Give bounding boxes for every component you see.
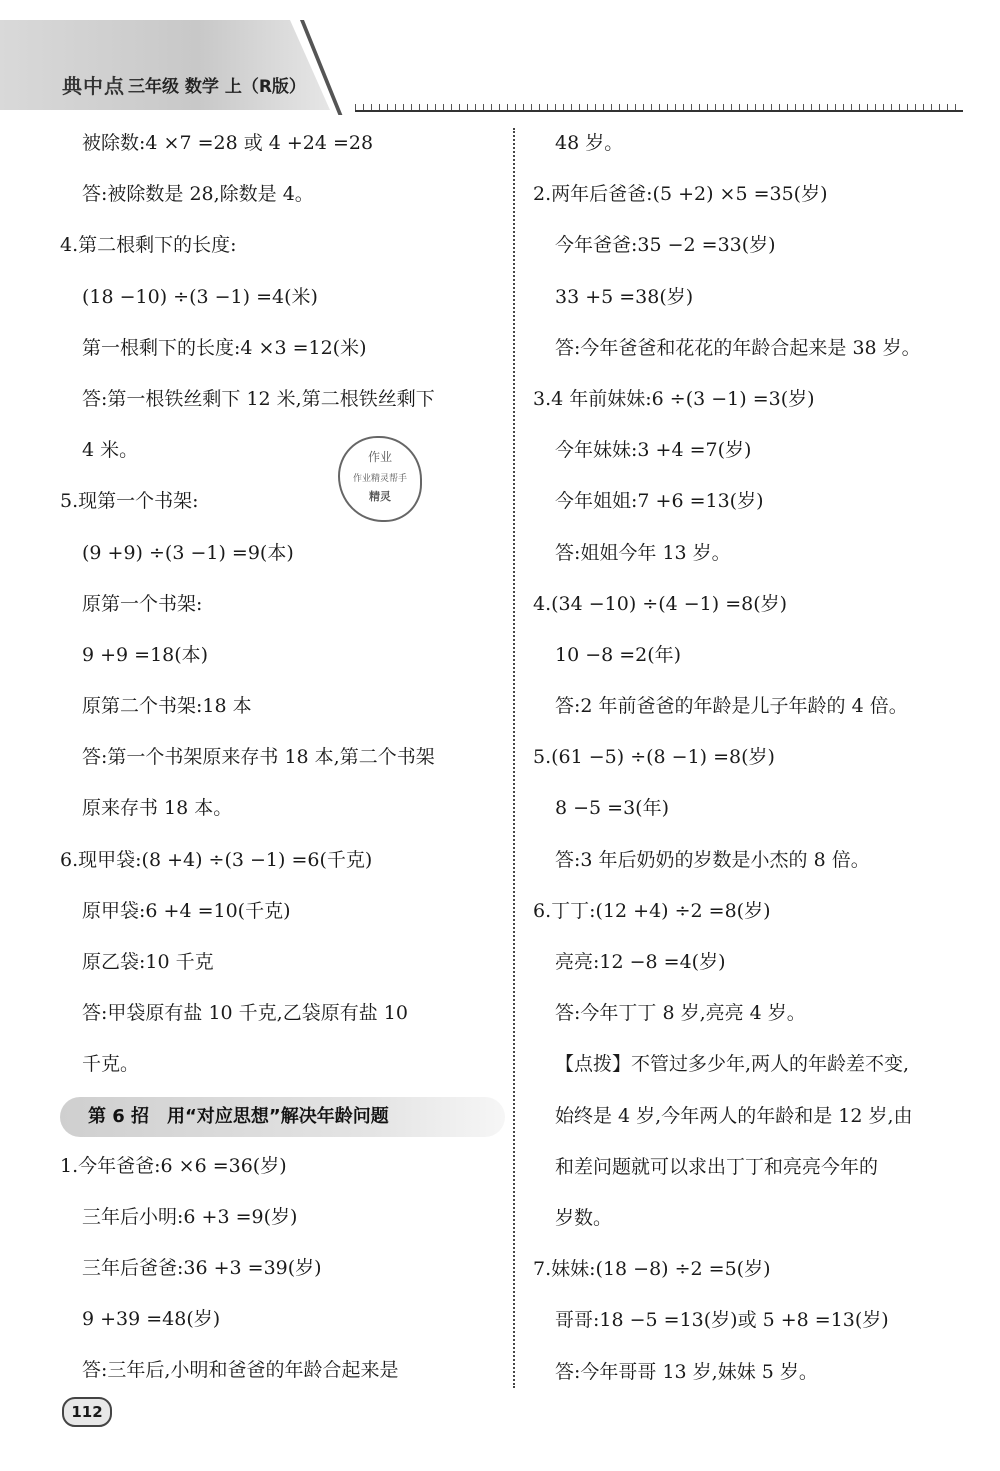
text-line: 原甲袋:6 +4 =10(千克)	[82, 899, 291, 922]
text-line: 33 +5 =38(岁)	[555, 285, 694, 308]
text-line: 和差问题就可以求出丁丁和亮亮今年的	[555, 1155, 879, 1178]
text-line: 5.(61 −5) ÷(8 −1) =8(岁)	[533, 746, 775, 769]
text-line: 答:第一根铁丝剩下 12 米,第二根铁丝剩下	[82, 387, 435, 410]
book-title: 三年级 数学 上（R版）	[128, 77, 306, 97]
text-line: 千克。	[82, 1053, 140, 1076]
text-line: 2.两年后爸爸:(5 +2) ×5 =35(岁)	[533, 183, 828, 206]
text-line: (9 +9) ÷(3 −1) =9(本)	[82, 541, 294, 564]
stamp-bottom-text: 精灵	[369, 490, 391, 503]
text-line: 4 米。	[82, 439, 139, 462]
text-line: 1.今年爸爸:6 ×6 =36(岁)	[60, 1154, 287, 1177]
text-line: 8 −5 =3(年)	[555, 797, 670, 820]
text-line: 答:今年哥哥 13 岁,妹妹 5 岁。	[555, 1360, 818, 1383]
text-line: 今年爸爸:35 −2 =33(岁)	[555, 234, 776, 257]
text-line: 被除数:4 ×7 =28 或 4 +24 =28	[82, 132, 374, 154]
text-line: 【点拨】不管过多少年,两人的年龄差不变,	[555, 1053, 910, 1076]
page-header	[0, 0, 1000, 112]
section-title: 第 6 招 用“对应思想”解决年龄问题	[60, 1097, 505, 1137]
text-line: 答:3 年后奶奶的岁数是小杰的 8 倍。	[555, 848, 870, 871]
page-number: 112	[62, 1397, 112, 1427]
text-line: 9 +39 =48(岁)	[82, 1308, 221, 1331]
text-line: 原乙袋:10 千克	[82, 951, 214, 973]
text-line: 3.4 年前妹妹:6 ÷(3 −1) =3(岁)	[533, 387, 815, 410]
text-line: 始终是 4 岁,今年两人的年龄和是 12 岁,由	[555, 1104, 913, 1127]
stamp-top-text: 作业	[367, 450, 392, 464]
brand-logo: 典中点	[62, 74, 125, 98]
text-line: 7.妹妹:(18 −8) ÷2 =5(岁)	[533, 1258, 771, 1281]
text-line: 第一根剩下的长度:4 ×3 =12(米)	[82, 336, 367, 359]
text-line: 哥哥:18 −5 =13(岁)或 5 +8 =13(岁)	[555, 1309, 889, 1332]
text-line: 原第一个书架:	[82, 592, 203, 615]
text-line: 三年后爸爸:36 +3 =39(岁)	[82, 1256, 322, 1279]
text-line: 答:第一个书架原来存书 18 本,第二个书架	[82, 746, 435, 769]
text-line: 岁数。	[555, 1206, 613, 1229]
text-line: 答:2 年前爸爸的年龄是儿子年龄的 4 倍。	[555, 695, 908, 718]
text-line: 三年后小明:6 +3 =9(岁)	[82, 1205, 298, 1228]
text-line: 答:姐姐今年 13 岁。	[555, 541, 731, 564]
text-line: 亮亮:12 −8 =4(岁)	[555, 951, 726, 973]
stamp-middle-text: 作业精灵帮手	[352, 474, 407, 484]
text-line: 答:三年后,小明和爸爸的年龄合起来是	[82, 1359, 399, 1382]
text-line: 答:甲袋原有盐 10 千克,乙袋原有盐 10	[82, 1002, 408, 1025]
text-line: 原第二个书架:18 本	[82, 695, 252, 718]
header-ruler	[355, 100, 963, 112]
text-line: 10 −8 =2(年)	[555, 643, 682, 666]
text-line: 今年姐姐:7 +6 =13(岁)	[555, 490, 764, 513]
text-line: 4.(34 −10) ÷(4 −1) =8(岁)	[533, 592, 788, 615]
left-column	[60, 118, 505, 1397]
text-line: 今年妹妹:3 +4 =7(岁)	[555, 439, 752, 462]
text-line: 原来存书 18 本。	[82, 797, 233, 820]
text-line: (18 −10) ÷(3 −1) =4(米)	[82, 285, 318, 308]
right-column	[533, 118, 973, 1398]
text-line: 5.现第一个书架:	[60, 490, 199, 513]
text-line: 答:今年爸爸和花花的年龄合起来是 38 岁。	[555, 336, 921, 359]
column-divider	[513, 128, 515, 1388]
text-line: 48 岁。	[555, 132, 624, 154]
text-line: 6.现甲袋:(8 +4) ÷(3 −1) =6(千克)	[60, 848, 373, 871]
text-line: 答:被除数是 28,除数是 4。	[82, 183, 314, 206]
text-line: 9 +9 =18(本)	[82, 643, 209, 666]
text-line: 答:今年丁丁 8 岁,亮亮 4 岁。	[555, 1002, 806, 1025]
text-line: 4.第二根剩下的长度:	[60, 234, 237, 257]
text-line: 6.丁丁:(12 +4) ÷2 =8(岁)	[533, 899, 771, 922]
